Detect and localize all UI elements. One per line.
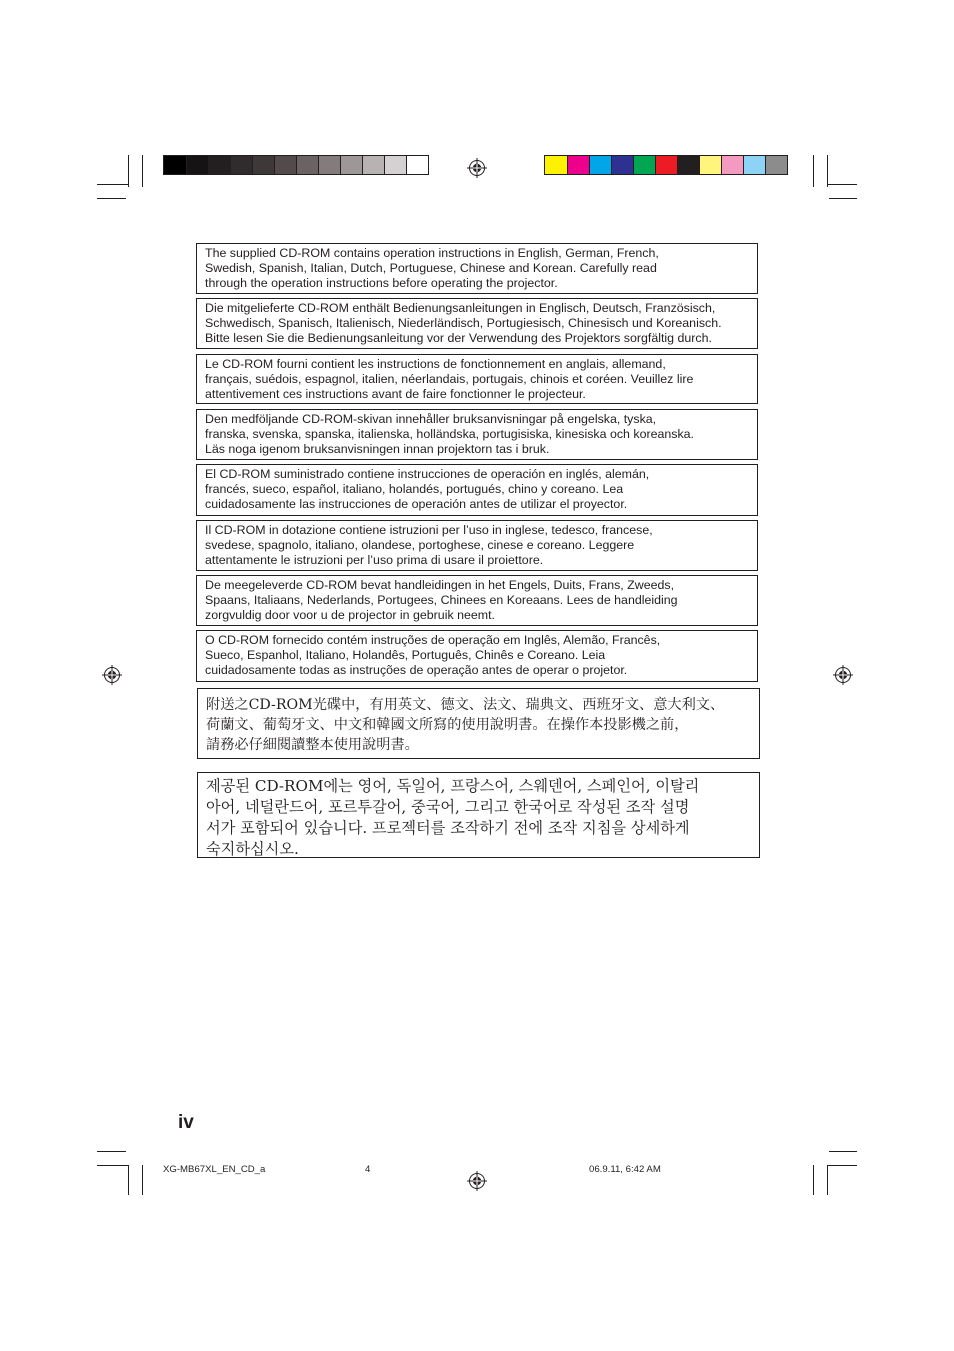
crop-mark — [813, 1165, 814, 1195]
notice-swedish: Den medföljande CD-ROM-skivan innehåller bruksanvisningar på engelska, tyska, franska, svenska, spanska, italienska, holländska, portugisiska, kinesiska och koreanska. Läs noga igenom bruksanvisningen innan projektorn tas i bruk. — [196, 409, 758, 460]
notice-dutch: De meegeleverde CD-ROM bevat handleidingen in het Engels, Duits, Frans, Zweeds, Spaans, Italiaans, Nederlands, Portugees, Chinees en Koreaans. Lees de handleiding zorgvuldig door voor u de projector in gebruik neemt. — [196, 575, 758, 626]
footer-date: 06.9.11, 6:42 AM — [589, 1164, 661, 1175]
notice-german: Die mitgelieferte CD-ROM enthält Bedienungsanleitungen in Englisch, Deutsch, Französisch, Schwedisch, Spanisch, Italienisch, Niederländisch, Portugiesisch, Chinesisch und Koreanisch. Bitte lesen Sie die Bedienungsanleitung vor der Verwendung des Projektors sorgfältig durch. — [196, 298, 758, 349]
crop-mark — [827, 1165, 828, 1195]
grayscale-color-bar — [163, 155, 429, 175]
crop-mark — [827, 184, 857, 185]
color-swatch — [252, 156, 274, 174]
process-color-bar — [544, 155, 788, 175]
footer-page: 4 — [365, 1164, 371, 1175]
notice-italian: Il CD-ROM in dotazione contiene istruzioni per l’uso in inglese, tedesco, francese, svedese, spagnolo, italiano, olandese, portoghese, cinese e coreano. Leggere attentamente le istruzioni per l’uso prima di usare il proiettore. — [196, 520, 758, 571]
crop-mark — [142, 1165, 143, 1195]
crop-mark — [128, 155, 129, 187]
notice-french: Le CD-ROM fourni contient les instructions de fonctionnement en anglais, allemand, français, suédois, espagnol, italien, néerlandais, portugais, chinois et coréen. Veuillez lire attentivement ces instructions avant de faire fonctionner le projecteur. — [196, 354, 758, 404]
color-swatch — [340, 156, 362, 174]
page-number: iv — [178, 1112, 194, 1133]
color-swatch — [164, 156, 186, 174]
color-swatch — [274, 156, 296, 174]
color-swatch — [545, 156, 567, 174]
notice-korean: 제공된 CD-ROM에는 영어, 독일어, 프랑스어, 스웨덴어, 스페인어, 이탈리 아어, 네덜란드어, 포르투갈어, 중국어, 그리고 한국어로 작성된 조작 설명 서가 포함되어 있습니다. 프로젝터를 조작하기 전에 조작 지침을 상세하게 숙지하십시오. — [197, 772, 760, 858]
color-swatch — [186, 156, 208, 174]
color-swatch — [699, 156, 721, 174]
registration-mark-icon — [833, 665, 853, 685]
color-swatch — [589, 156, 611, 174]
color-swatch — [567, 156, 589, 174]
crop-mark — [829, 198, 857, 199]
color-swatch — [296, 156, 318, 174]
notice-english: The supplied CD-ROM contains operation instructions in English, German, French, Swedish, Spanish, Italian, Dutch, Portuguese, Chinese and Korean. Carefully read through the operation instructions before operating the projector. — [196, 243, 758, 294]
crop-mark — [97, 198, 126, 199]
registration-mark-icon — [102, 665, 122, 685]
notice-portuguese: O CD-ROM fornecido contém instruções de operação em Inglês, Alemão, Francês, Sueco, Espanhol, Italiano, Holandês, Português, Chinês e Coreano. Leia cuidadosamente todas as instruções de operação antes de operar o projetor. — [196, 630, 758, 682]
color-swatch — [743, 156, 765, 174]
crop-mark — [97, 184, 128, 185]
notice-chinese: 附送之CD-ROM光碟中，有用英文、德文、法文、瑞典文、西班牙文、意大利文、 荷蘭文、葡萄牙文、中文和韓國文所寫的使用說明書。在操作本投影機之前， 請務必仔細閱讀整本使用說明書。 — [197, 688, 760, 759]
registration-mark-icon — [467, 1171, 487, 1191]
color-swatch — [721, 156, 743, 174]
color-swatch — [765, 156, 787, 174]
color-swatch — [362, 156, 384, 174]
crop-mark — [97, 1151, 126, 1152]
color-swatch — [230, 156, 252, 174]
crop-mark — [97, 1165, 128, 1166]
registration-mark-icon — [467, 158, 487, 178]
color-swatch — [384, 156, 406, 174]
crop-mark — [827, 155, 828, 187]
color-swatch — [611, 156, 633, 174]
color-swatch — [655, 156, 677, 174]
notice-spanish: El CD-ROM suministrado contiene instrucciones de operación en inglés, alemán, francés, sueco, español, italiano, holandés, portugués, chino y coreano. Lea cuidadosamente las instrucciones de operación antes de utilizar el proyector. — [196, 464, 758, 516]
crop-mark — [142, 155, 143, 187]
crop-mark — [829, 1151, 857, 1152]
color-swatch — [677, 156, 699, 174]
crop-mark — [827, 1165, 857, 1166]
color-swatch — [633, 156, 655, 174]
crop-mark — [813, 155, 814, 187]
color-swatch — [318, 156, 340, 174]
footer-filename: XG-MB67XL_EN_CD_a — [163, 1164, 266, 1175]
crop-mark — [128, 1165, 129, 1195]
color-swatch — [208, 156, 230, 174]
color-swatch — [406, 156, 428, 174]
